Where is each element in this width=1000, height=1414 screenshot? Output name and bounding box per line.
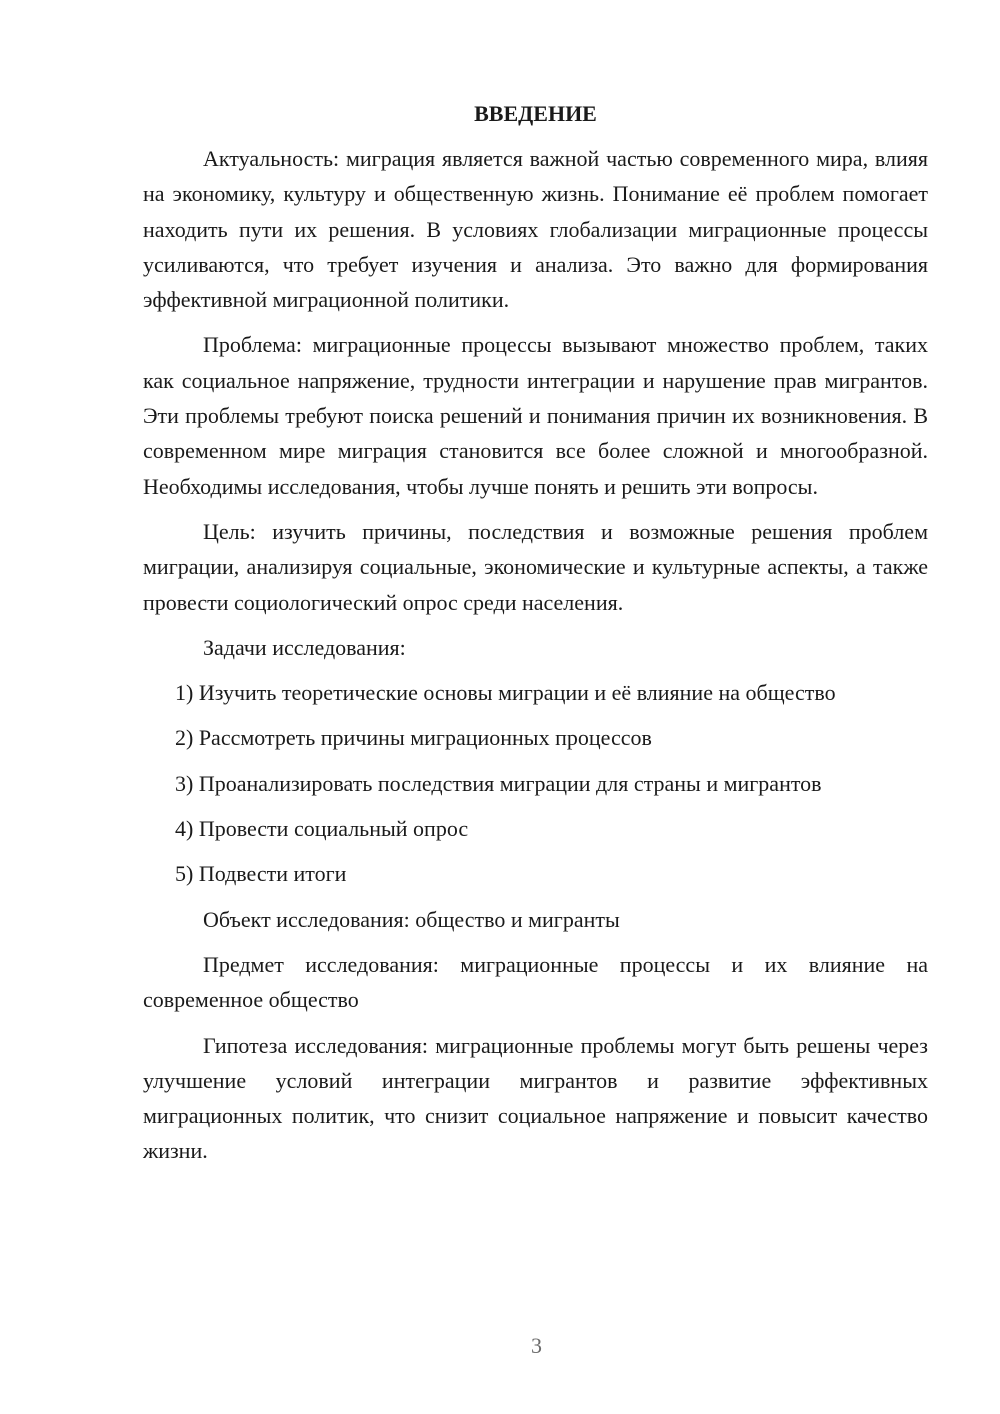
tasks-list xyxy=(143,675,928,891)
task-item: 5) Подвести итоги xyxy=(175,861,347,887)
relevance-paragraph: Актуальность: миграция является важной частью современного мира, влияя на экономику, культуру и общественную жизнь. Понимание её проблем помогает находить пути их решения. В условиях глобализации миграционные процессы усиливаются, что требует изучения и анализа. Это важно для формирования эффективной миграционной политики. xyxy=(143,146,928,313)
tasks-heading: Задачи исследования: xyxy=(203,634,406,660)
subject-paragraph: Предмет исследования: миграционные процессы и их влияние на современное общество xyxy=(143,951,928,1013)
page-title: ВВЕДЕНИЕ xyxy=(474,101,597,126)
problem-paragraph: Проблема: миграционные процессы вызывают множество проблем, таких как социальное напряжение, трудности интеграции и нарушение прав мигрантов. Эти проблемы требуют поиска решений и понимания причин их возникновения. В современном мире миграция становится все более сложной и многообразной. Необходимы исследования, чтобы лучше понять и решить эти вопросы. xyxy=(143,332,928,499)
object-paragraph: Объект исследования: общество и мигранты xyxy=(203,906,620,932)
task-item: 3) Проанализировать последствия миграции для страны и мигрантов xyxy=(175,770,822,796)
task-item: 2) Рассмотреть причины миграционных процессов xyxy=(175,725,652,751)
page-number: 3 xyxy=(531,1333,542,1358)
page-content xyxy=(143,96,928,1179)
goal-paragraph: Цель: изучить причины, последствия и возможные решения проблем миграции, анализируя социальные, экономические и культурные аспекты, а также провести социологический опрос среди населения. xyxy=(143,518,928,615)
task-item: 4) Провести социальный опрос xyxy=(175,816,469,842)
task-item: 1) Изучить теоретические основы миграции и её влияние на общество xyxy=(175,680,836,706)
hypothesis-paragraph: Гипотеза исследования: миграционные проблемы могут быть решены через улучшение условий интеграции мигрантов и развитие эффективных миграционных политик, что снизит социальное напряжение и повысит качество жизни. xyxy=(143,1032,928,1164)
